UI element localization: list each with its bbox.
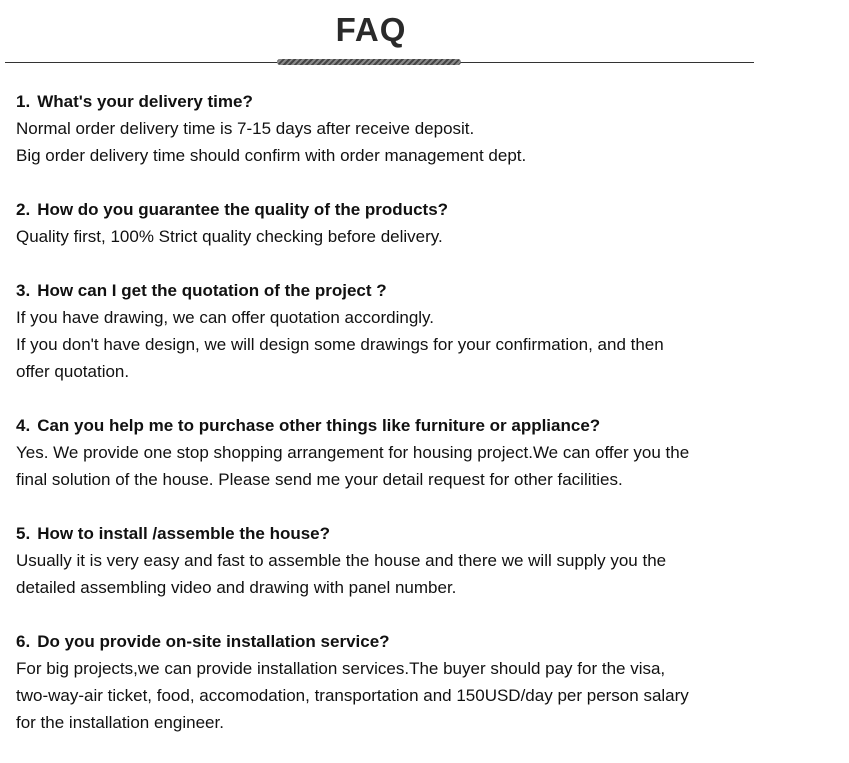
faq-question-number: 3.	[16, 281, 31, 300]
faq-question-number: 1.	[16, 92, 31, 111]
faq-question-number: 2.	[16, 200, 31, 219]
faq-answer-line: detailed assembling video and drawing with panel number.	[16, 578, 457, 597]
faq-item-1	[16, 88, 746, 169]
faq-header	[0, 0, 849, 70]
faq-list	[16, 88, 746, 763]
faq-question-text: Can you help me to purchase other things like furniture or appliance?	[37, 416, 601, 435]
faq-item-4	[16, 412, 746, 493]
page-title: FAQ	[335, 11, 407, 48]
faq-answer-line: If you have drawing, we can offer quotation accordingly.	[16, 308, 435, 327]
faq-question-text: How do you guarantee the quality of the products?	[37, 200, 449, 219]
faq-answer-line: If you don't have design, we will design some drawings for your confirmation, and then	[16, 335, 664, 354]
title-accent-bar	[277, 59, 461, 65]
faq-answer-line: Usually it is very easy and fast to assemble the house and there we will supply you the	[16, 551, 667, 570]
faq-answer-line: two-way-air ticket, food, accomodation, transportation and 150USD/day per person salary	[16, 686, 689, 705]
faq-question-text: What's your delivery time?	[37, 92, 253, 111]
faq-question-number: 5.	[16, 524, 31, 543]
faq-question-text: Do you provide on-site installation service?	[37, 632, 390, 651]
faq-item-6	[16, 628, 746, 736]
faq-item-3	[16, 277, 746, 385]
faq-question	[16, 412, 746, 439]
faq-answer-line: Normal order delivery time is 7-15 days after receive deposit.	[16, 119, 475, 138]
faq-question	[16, 277, 746, 304]
faq-question	[16, 628, 746, 655]
faq-question	[16, 88, 746, 115]
faq-answer-line: For big projects,we can provide installation services.The buyer should pay for the visa,	[16, 659, 666, 678]
faq-question-number: 6.	[16, 632, 31, 651]
faq-answer-line: final solution of the house. Please send me your detail request for other facilities.	[16, 470, 623, 489]
faq-answer-line: Big order delivery time should confirm with order management dept.	[16, 146, 527, 165]
faq-answer-line: offer quotation.	[16, 362, 130, 381]
faq-answer-line: for the installation engineer.	[16, 713, 224, 732]
faq-question-text: How to install /assemble the house?	[37, 524, 331, 543]
faq-question-number: 4.	[16, 416, 31, 435]
faq-question	[16, 196, 746, 223]
faq-item-5	[16, 520, 746, 601]
faq-answer-line: Quality first, 100% Strict quality checking before delivery.	[16, 227, 443, 246]
faq-item-2	[16, 196, 746, 250]
faq-question	[16, 520, 746, 547]
faq-question-text: How can I get the quotation of the project ?	[37, 281, 387, 300]
faq-answer-line: Yes. We provide one stop shopping arrangement for housing project.We can offer you the	[16, 443, 690, 462]
